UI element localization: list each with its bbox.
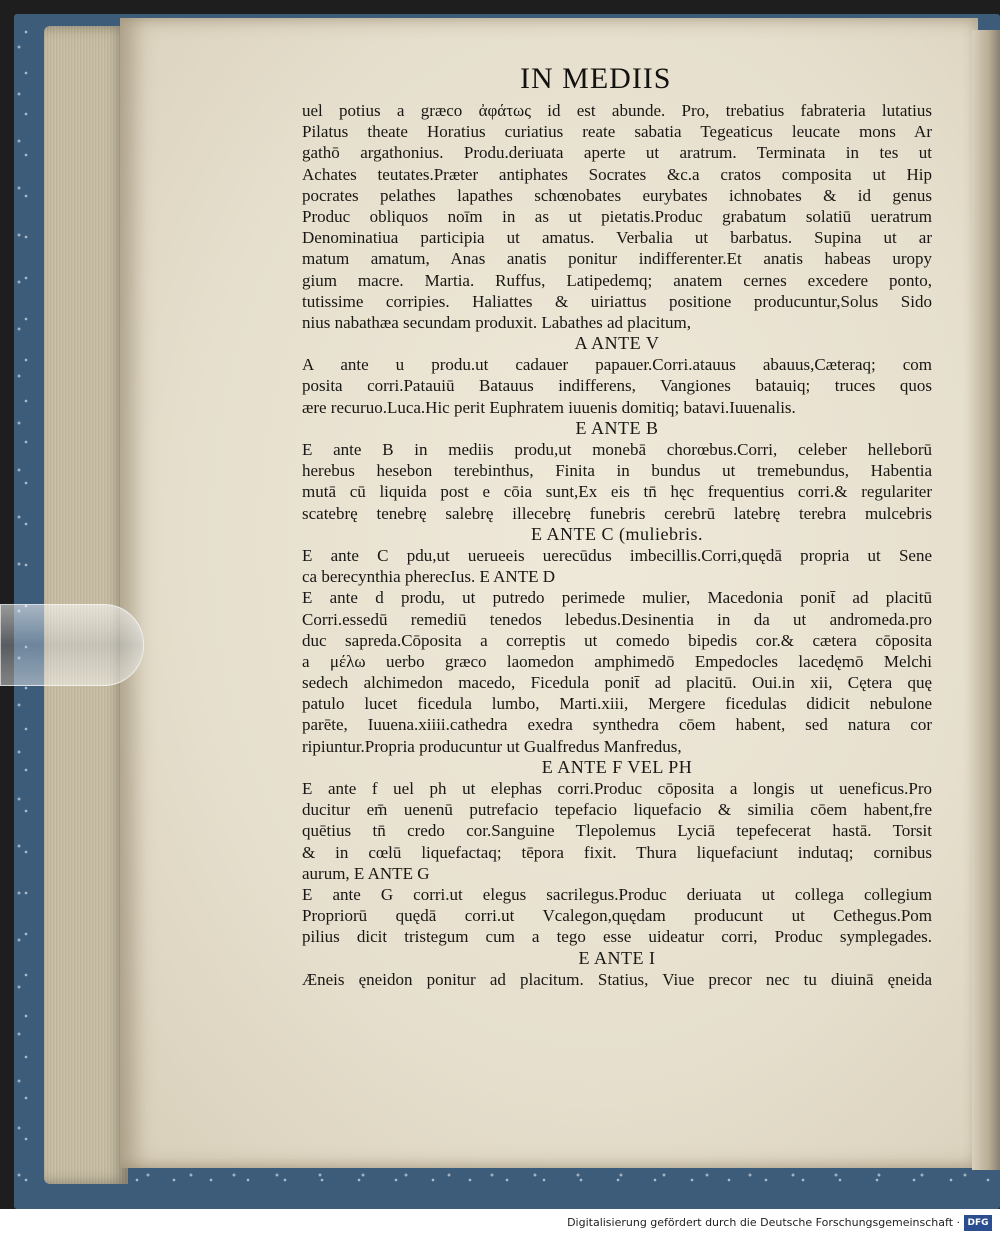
- text-line: Æneis ęneidon ponitur ad placitum. Statius, Viue precor nec tu diuinā ęneida: [302, 969, 932, 989]
- text-line: matum amatum, Anas anatis ponitur indifferenter.Et anatis habeas uropy: [302, 249, 932, 269]
- section-heading: E ANTE I: [578, 947, 656, 968]
- footer-credit: Digitalisierung gefördert durch die Deutsche Forschungsgemeinschaft ·: [567, 1216, 960, 1229]
- text-line: ripiuntur.Propria producuntur ut Gualfredus Manfredus,: [302, 736, 682, 756]
- text-line: herebus hesebon terebinthus, Finita in bundus ut tremebundus, Habentia: [302, 461, 932, 481]
- text-line: pilius dicit tristegum cum a tego esse uideatur corri, Produc symplegades.: [302, 927, 932, 947]
- text-line: Achates teutates.Præter antiphates Socrates &c.a cratos composita ut Hip: [302, 164, 932, 184]
- text-line: pocrates pelathes lapathes schœnobates eurybates ichnobates & id genus: [302, 185, 932, 205]
- text-line: ære recuruo.Luca.Hic perit Euphratem iuuenis domitiq; batavi.Iuuenalis.: [302, 397, 796, 417]
- bookmark-strip: [0, 604, 144, 686]
- text-line: Propriorū quędā corri.ut Vcalegon,quędam producunt ut Cethegus.Pom: [302, 906, 932, 926]
- text-line: E ante d produ, ut putredo perimede mulier, Macedonia ponit̄ ad placitū: [302, 588, 932, 608]
- text-line: ducitur em̄ uenenū putrefacio tepefacio liquefacio & similia cōem habent,fre: [302, 800, 932, 820]
- page-gutter: [972, 30, 1000, 1170]
- text-line: ca berecynthia pherecIus. E ANTE D: [302, 567, 555, 587]
- text-line: quētius tn̄ credo cor.Sanguine Tlepolemus Lyciā tepefecerat hastā. Torsit: [302, 821, 932, 841]
- section-heading: E ANTE C (muliebris.: [531, 523, 703, 544]
- text-line: gium macre. Martia. Ruffus, Latipedemq; anatem cernes excedere ponto,: [302, 270, 932, 290]
- text-line: E ante G corri.ut elegus sacrilegus.Produc deriuata ut collega collegium: [302, 884, 932, 904]
- running-head: IN MEDIIS: [520, 62, 672, 95]
- text-line: sedech alchimedon macedo, Ficedula ponit̄ ad placitū. Oui.in xii, Cętera quę: [302, 673, 932, 693]
- text-line: E ante B in mediis produ,ut monebā chorœbus.Corri, celeber helleborū: [302, 440, 932, 459]
- text-block: [302, 100, 932, 990]
- text-line: nius nabathæa secundam produxit. Labathes ad placitum,: [302, 312, 692, 332]
- text-line: tutissime corripies. Haliattes & uiriattus positione producuntur,Solus Sido: [302, 291, 932, 311]
- text-line: Produc obliquos noīm in as ut pietatis.Produc grabatum solatiū ueratrum: [302, 206, 932, 226]
- text-line: aurum, E ANTE G: [302, 863, 430, 883]
- text-line: posita corri.Patauiū Batauus indifferens, Vangiones batauiq; truces quos: [302, 376, 932, 396]
- footer-bar: [0, 1209, 1000, 1239]
- text-line: patulo lucet ficedula lumbo, Marti.xiii, Mergere ficedulas didicit nebulone: [302, 694, 932, 714]
- text-line: & in cœlū liquefactaq; tēpora fixit. Thura liquefaciunt indutaq; cornibus: [302, 842, 932, 862]
- text-line: gathō argathonius. Produ.deriuata aperte ut aratrum. Terminata in tes ut: [302, 143, 932, 163]
- text-line: E ante C pdu,ut uerueeis uerecūdus imbecillis.Corri,quędā propria ut Sene: [302, 545, 932, 565]
- text-line: mutā cū liquida post e cōia sunt,Ex eis tn̄ hęc frequentius corri.& regulariter: [302, 482, 932, 502]
- text-line: Denominatiua participia ut amatus. Verbalia ut barbatus. Supina ut ar: [302, 228, 932, 248]
- text-line: parēte, Iuuena.xiiii.cathedra exedra synthedra cōem habent, sed natura cor: [302, 715, 932, 735]
- text-line: E ante f uel ph ut elephas corri.Produc cōposita a longis ut ueneficus.Pro: [302, 779, 932, 798]
- text-line: scatebrę tenebrę salebrę illecebrę funebris cerebrū latebrę terebra mulcebris: [302, 503, 932, 523]
- text-line: Corri.essedū remediū tenedos lebedus.Desinentia in da ut andromeda.pro: [302, 609, 932, 629]
- dfg-logo: DFG: [964, 1215, 992, 1231]
- text-line: duc sapreda.Cōposita a correptis ut comedo bipedis cor.& cætera cōposita: [302, 630, 932, 650]
- section-heading: E ANTE B: [575, 417, 659, 438]
- text-line: A ante u produ.ut cadauer papauer.Corri.atauus abauus,Cæteraq; com: [302, 355, 932, 375]
- text-line: uel potius a græco ἀφάτως id est abunde. Pro, trebatius fabrateria lutatius: [302, 101, 932, 120]
- section-heading: A ANTE V: [574, 333, 660, 354]
- text-line: Pilatus theate Horatius curiatius reate sabatia Tegeaticus leucate mons Ar: [302, 122, 932, 142]
- section-heading: E ANTE F VEL PH: [541, 756, 693, 777]
- text-line: a μέλω uerbo græco laomedon amphimedō Empedocles lacedęmō Melchi: [302, 651, 932, 671]
